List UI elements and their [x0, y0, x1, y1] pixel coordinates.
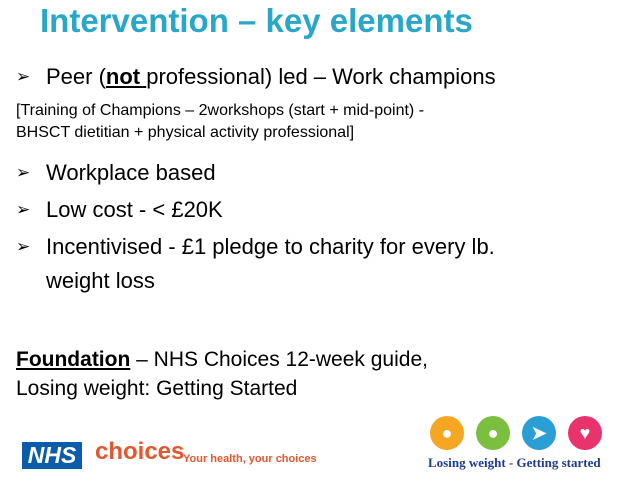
choices-logo-text: choices	[95, 438, 185, 465]
bullet-text: Low cost - < £20K	[46, 197, 223, 222]
bullet-text-emphasis: not	[105, 64, 147, 89]
runner-icon: ➤	[522, 416, 556, 450]
arrow-bullet-icon: ➢	[16, 200, 31, 219]
foundation-line: Losing weight: Getting Started	[16, 377, 298, 400]
nhs-logo: NHS	[22, 442, 82, 469]
bullet-peer-led	[16, 64, 496, 90]
apple-icon: ●	[476, 416, 510, 450]
bullet-workplace	[16, 160, 216, 186]
heart-icon: ♥	[568, 416, 602, 450]
foundation-label: Foundation	[16, 348, 131, 371]
bullet-text: Incentivised - £1 pledge to charity for every lb.	[46, 234, 495, 259]
foundation-text	[16, 345, 428, 403]
note-line: [Training of Champions – 2workshops (start + mid-point) -	[16, 102, 425, 119]
arrow-bullet-icon: ➢	[16, 67, 31, 86]
losing-weight-caption: Losing weight - Getting started	[428, 455, 601, 470]
bullet-incentivised	[16, 234, 495, 260]
bullet-text-suffix: professional) led – Work champions	[146, 64, 496, 89]
slide-title: Intervention – key elements	[40, 2, 473, 39]
note-line: BHSCT dietitian + physical activity professional]	[16, 124, 355, 141]
arrow-bullet-icon: ➢	[16, 163, 31, 182]
bullet-continuation: weight loss	[46, 268, 155, 293]
apple-icon: ●	[430, 416, 464, 450]
bullet-text: Workplace based	[46, 160, 216, 185]
choices-tagline: Your health, your choices	[183, 453, 317, 465]
foundation-line: – NHS Choices 12-week guide,	[130, 348, 428, 371]
training-note	[16, 100, 626, 144]
arrow-bullet-icon: ➢	[16, 237, 31, 256]
bullet-low-cost	[16, 197, 223, 223]
bullet-text-prefix: Peer (	[46, 64, 106, 89]
